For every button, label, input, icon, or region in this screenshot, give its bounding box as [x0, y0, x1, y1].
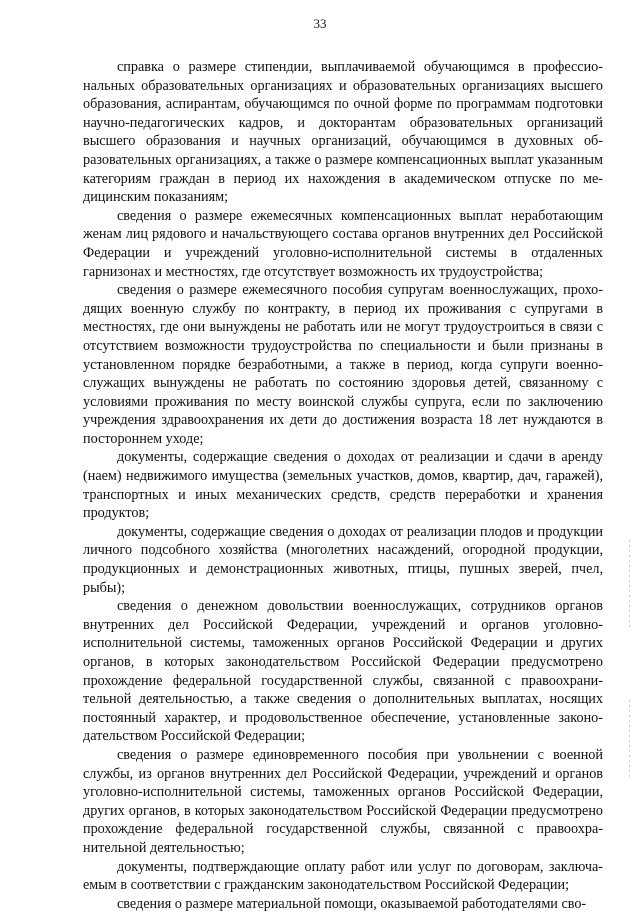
scan-edge-mark [629, 700, 630, 780]
paragraph-farm-income: документы, содержащие сведения о доходах от реализации плодов и продукции личного подсобного хозяйства (многолетних насаждений, огородной продукции, продукционных и демонстрационных животных, птицы, пушных зверей, пчел, рыбы); [83, 523, 603, 596]
scan-edge-mark [629, 540, 630, 630]
paragraph-military-pay: сведения о денежном довольствии военнослужащих, сотрудников органов внутренних дел Российской Федерации, учреждений и органов уголовно-исполнительной системы, таможенных органов Российской Федерации и других органов, в которых законодательством Российской Федерации предусмотрено прохождение федеральной государственной службы, связанной с правоохранительной деятельностью, а также сведения о дополнительных выплатах, носящих постоянный характер, и продовольственное обеспечение, установленные законодательством Российской Федерации; [83, 598, 603, 745]
page-number: 33 [313, 16, 327, 31]
paragraph-spouse-allowance: сведения о размере ежемесячного пособия супругам военнослужащих, проходящих военную службу по контракту, в период их проживания с супругами в местностях, где они вынуждены не работать или не могут трудоустроиться в связи с отсутствием возможности трудоустройства по специальности и были признаны в установленном порядке безработными, а также в период, когда супруги военнослужащих вынуждены не работать по состоянию здоровья детей, связанному с условиями проживания по месту воинской службы супруга, если по заключению учреждения здравоохранения их дети до достижения возраста 18 лет нуждаются в постороннем уходе; [83, 282, 603, 447]
paragraph-scholarship-certificate: справка о размере стипендии, выплачиваемой обучающимся в профессиональных образовательных организациях и образовательных организациях высшего образования, аспирантам, обучающимся по очной форме по программам подготовки научно-педагогических кадров, и докторантам образовательных организаций высшего образования и научных организаций, обучающимся в духовных образовательных организациях, а также о размере компенсационных выплат указанным категориям граждан в период их нахождения в академическом отпуске по медицинским показаниям; [83, 59, 603, 206]
paragraph-discharge-allowance: сведения о размере единовременного пособия при увольнении с военной службы, из органов внутренних дел Российской Федерации, учреждений и органов уголовно-исполнительной системы, таможенных органов Российской Федерации, других органов, в которых законодательством Российской Федерации предусмотрено прохождение федеральной государственной службы, связанной с правоохранительной деятельностью; [83, 746, 603, 856]
paragraph-property-income: документы, содержащие сведения о доходах от реализации и сдачи в аренду (наем) недвижимого имущества (земельных участков, домов, квартир, дач, гаражей), транспортных и иных механических средств, средств переработки и хранения продуктов; [83, 449, 603, 522]
document-body [83, 58, 603, 913]
paragraph-material-aid: сведения о размере материальной помощи, оказываемой работодателями сво- [117, 895, 587, 912]
paragraph-compensation-wives: сведения о размере ежемесячных компенсационных выплат неработающим женам лиц рядового и начальствующего состава органов внутренних дел Российской Федерации и учреждений уголовно-исполнительной системы в отдаленных гарнизонах и местностях, где отсутствует возможность их трудоустройства; [83, 207, 603, 280]
paragraph-civil-contracts: документы, подтверждающие оплату работ или услуг по договорам, заключаемым в соответствии с гражданским законодательством Российской Федерации; [83, 858, 603, 894]
